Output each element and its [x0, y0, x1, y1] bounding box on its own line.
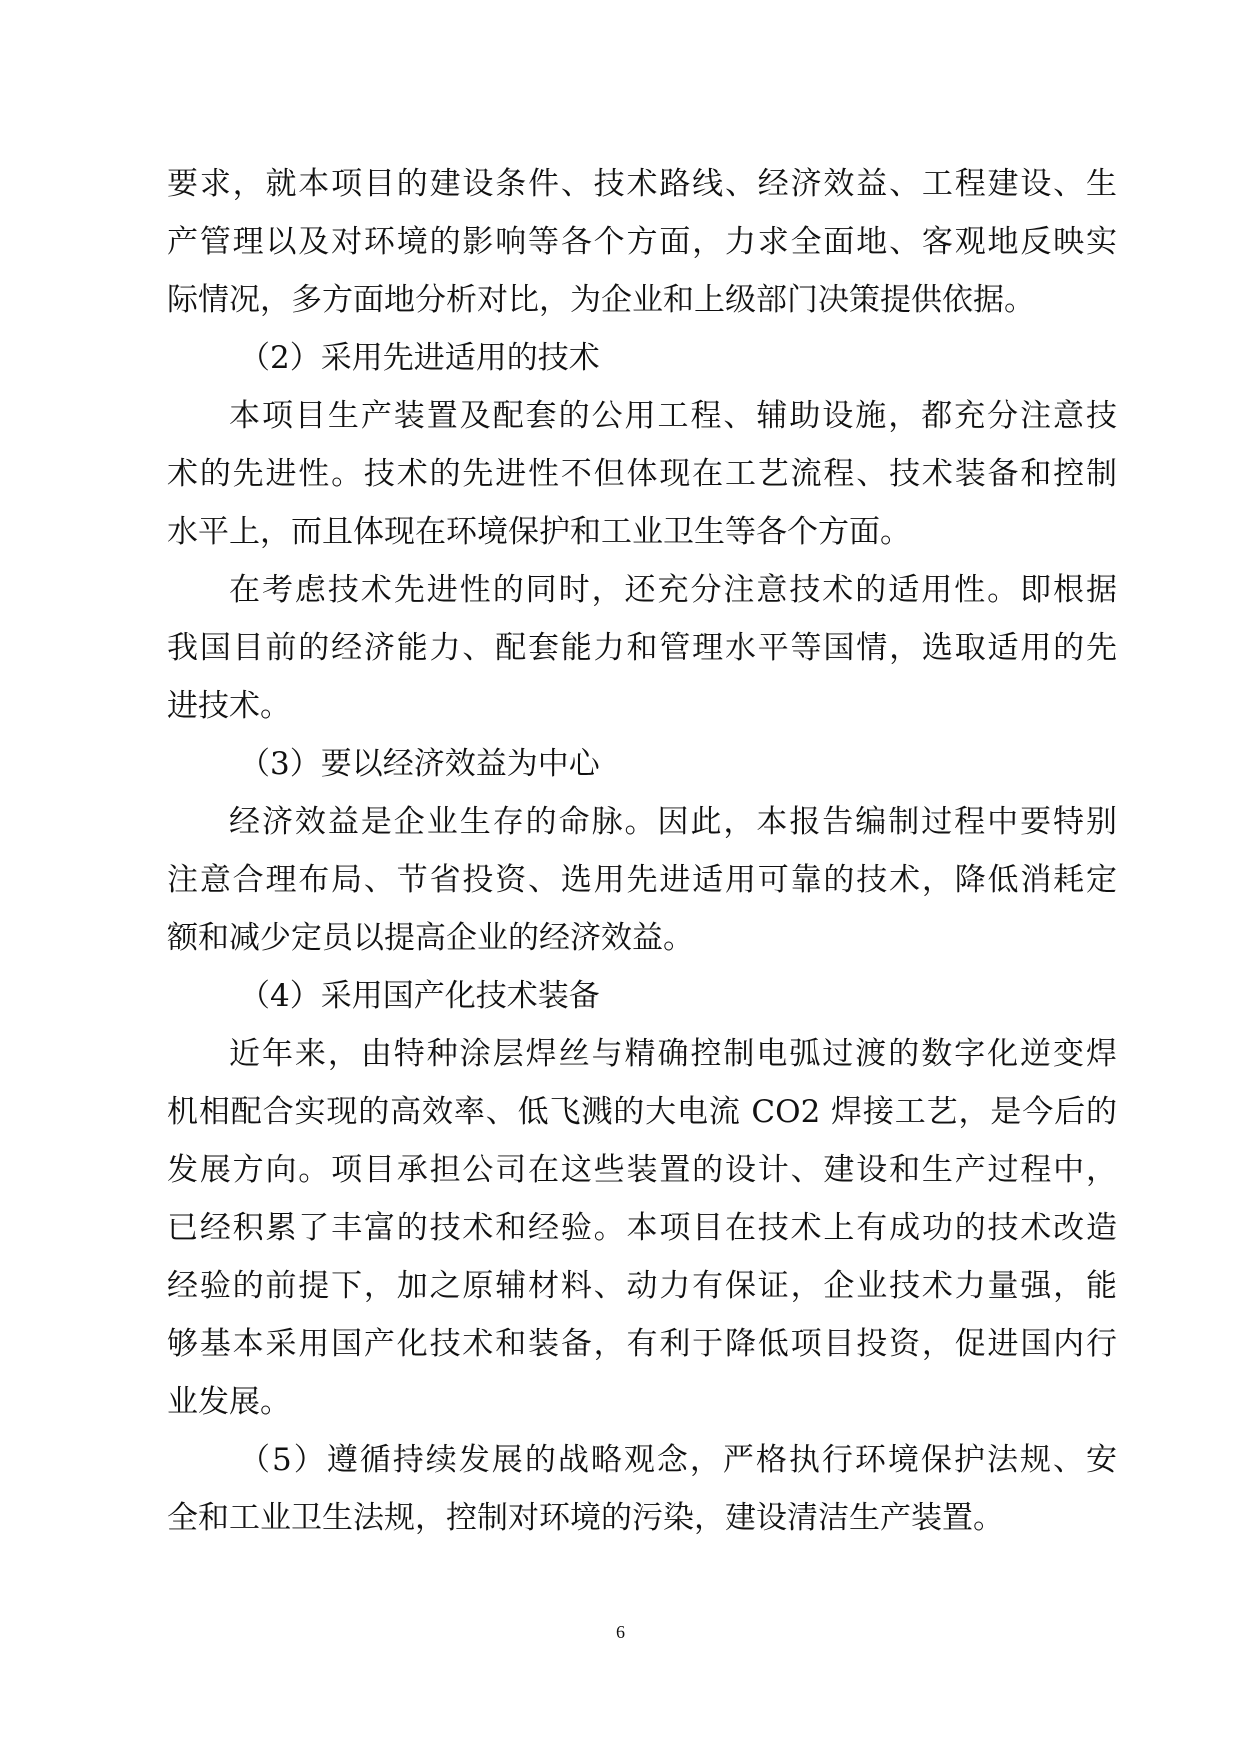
section-heading: （2）采用先进适用的技术	[239, 340, 600, 376]
text-line: 够基本采用国产化技术和装备，有利于降低项目投资，促进国内行	[167, 1326, 1117, 1362]
text-line: 进技术。	[167, 688, 291, 724]
text-line: 业发展。	[167, 1384, 291, 1420]
text-line: 术的先进性。技术的先进性不但体现在工艺流程、技术装备和控制	[167, 456, 1117, 492]
text-line: 注意合理布局、节省投资、选用先进适用可靠的技术，降低消耗定	[167, 862, 1117, 898]
text-line: （5）遵循持续发展的战略观念，严格执行环境保护法规、安	[239, 1442, 1117, 1478]
text-line: 本项目生产装置及配套的公用工程、辅助设施，都充分注意技	[229, 398, 1117, 434]
section-heading: （3）要以经济效益为中心	[239, 746, 600, 782]
text-line: 全和工业卫生法规，控制对环境的污染，建设清洁生产装置。	[167, 1500, 1004, 1536]
text-line: 机相配合实现的高效率、低飞溅的大电流 CO2 焊接工艺，是今后的	[167, 1094, 1117, 1130]
text-line: 发展方向。项目承担公司在这些装置的设计、建设和生产过程中，	[167, 1152, 1117, 1188]
text-line: 要求，就本项目的建设条件、技术路线、经济效益、工程建设、生	[167, 166, 1117, 202]
text-line: 经验的前提下，加之原辅材料、动力有保证，企业技术力量强，能	[167, 1268, 1117, 1304]
text-line: 经济效益是企业生存的命脉。因此，本报告编制过程中要特别	[229, 804, 1117, 840]
page-number: 6	[616, 1622, 625, 1642]
text-line: 际情况，多方面地分析对比，为企业和上级部门决策提供依据。	[167, 282, 1035, 318]
text-line: 已经积累了丰富的技术和经验。本项目在技术上有成功的技术改造	[167, 1210, 1117, 1246]
text-line: 产管理以及对环境的影响等各个方面，力求全面地、客观地反映实	[167, 224, 1117, 260]
section-heading: （4）采用国产化技术装备	[239, 978, 600, 1014]
text-line: 在考虑技术先进性的同时，还充分注意技术的适用性。即根据	[229, 572, 1117, 608]
text-line: 近年来，由特种涂层焊丝与精确控制电弧过渡的数字化逆变焊	[229, 1036, 1117, 1072]
text-line: 我国目前的经济能力、配套能力和管理水平等国情，选取适用的先	[167, 630, 1117, 666]
text-line: 水平上，而且体现在环境保护和工业卫生等各个方面。	[167, 514, 911, 550]
text-line: 额和减少定员以提高企业的经济效益。	[167, 920, 694, 956]
